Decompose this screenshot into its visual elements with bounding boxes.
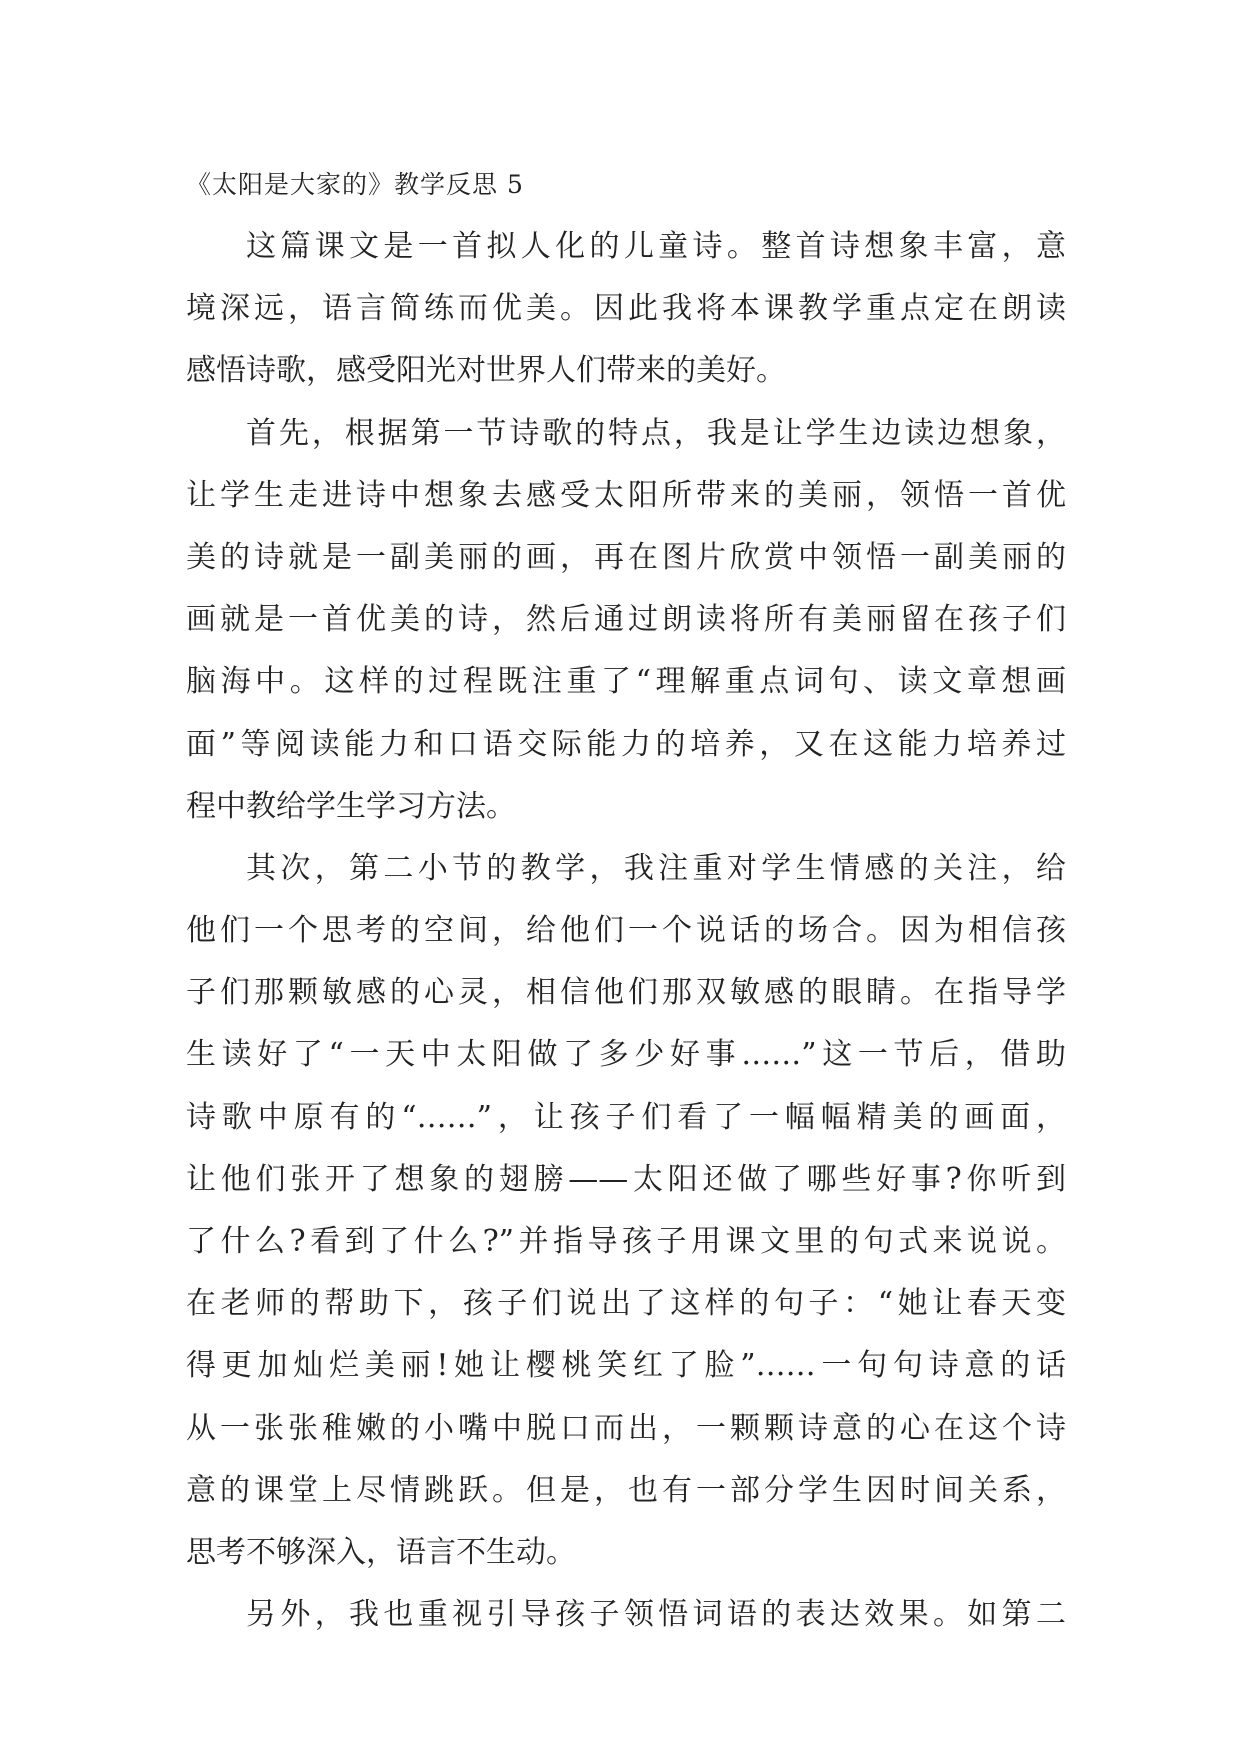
text-line: 面”等阅读能力和口语交际能力的培养，又在这能力培养过 — [186, 726, 1066, 762]
paragraph-4 — [186, 1584, 1066, 1646]
text-line: 意的课堂上尽情跳跃。但是，也有一部分学生因时间关系， — [186, 1472, 1066, 1508]
text-line: 画就是一首优美的诗，然后通过朗读将所有美丽留在孩子们 — [186, 602, 1066, 638]
text-line: 程中教给学生学习方法。 — [186, 788, 516, 824]
text-line: 子们那颗敏感的心灵，相信他们那双敏感的眼睛。在指导学 — [186, 975, 1066, 1011]
paragraph-1 — [186, 216, 1066, 403]
text-line: 首先，根据第一节诗歌的特点，我是让学生边读边想象， — [246, 415, 1066, 451]
text-line: 另外，我也重视引导孩子领悟词语的表达效果。如第二 — [246, 1597, 1066, 1633]
text-line: 从一张张稚嫩的小嘴中脱口而出，一颗颗诗意的心在这个诗 — [186, 1410, 1066, 1446]
text-line: 境深远，语言简练而优美。因此我将本课教学重点定在朗读 — [186, 291, 1066, 327]
text-line: 得更加灿烂美丽!她让樱桃笑红了脸”……一句句诗意的话 — [186, 1348, 1066, 1384]
text-line: 了什么?看到了什么?”并指导孩子用课文里的句式来说说。 — [186, 1224, 1066, 1259]
text-line: 思考不够深入，语言不生动。 — [186, 1534, 576, 1570]
text-line: 其次，第二小节的教学，我注重对学生情感的关注，给 — [246, 850, 1066, 886]
text-line: 美的诗就是一副美丽的画，再在图片欣赏中领悟一副美丽的 — [186, 539, 1066, 575]
text-line: 生读好了“一天中太阳做了多少好事……”这一节后，借助 — [186, 1037, 1066, 1073]
text-line: 让他们张开了想象的翅膀——太阳还做了哪些好事?你听到 — [186, 1161, 1066, 1197]
text-line: 让学生走进诗中想象去感受太阳所带来的美丽，领悟一首优 — [186, 477, 1066, 513]
text-line: 他们一个思考的空间，给他们一个说话的场合。因为相信孩 — [186, 913, 1066, 949]
text-line: 感悟诗歌，感受阳光对世界人们带来的美好。 — [186, 353, 786, 389]
text-line: 这篇课文是一首拟人化的儿童诗。整首诗想象丰富，意 — [246, 229, 1066, 264]
text-line: 诗歌中原有的“……”，让孩子们看了一幅幅精美的画面， — [186, 1099, 1066, 1135]
text-line: 脑海中。这样的过程既注重了“理解重点词句、读文章想画 — [186, 664, 1066, 700]
paragraph-3 — [186, 838, 1066, 1584]
document-title: 《太阳是大家的》教学反思 5 — [186, 170, 524, 199]
paragraph-2 — [186, 403, 1066, 838]
document-body — [186, 216, 1066, 1646]
text-line: 在老师的帮助下，孩子们说出了这样的句子：“她让春天变 — [186, 1286, 1066, 1322]
